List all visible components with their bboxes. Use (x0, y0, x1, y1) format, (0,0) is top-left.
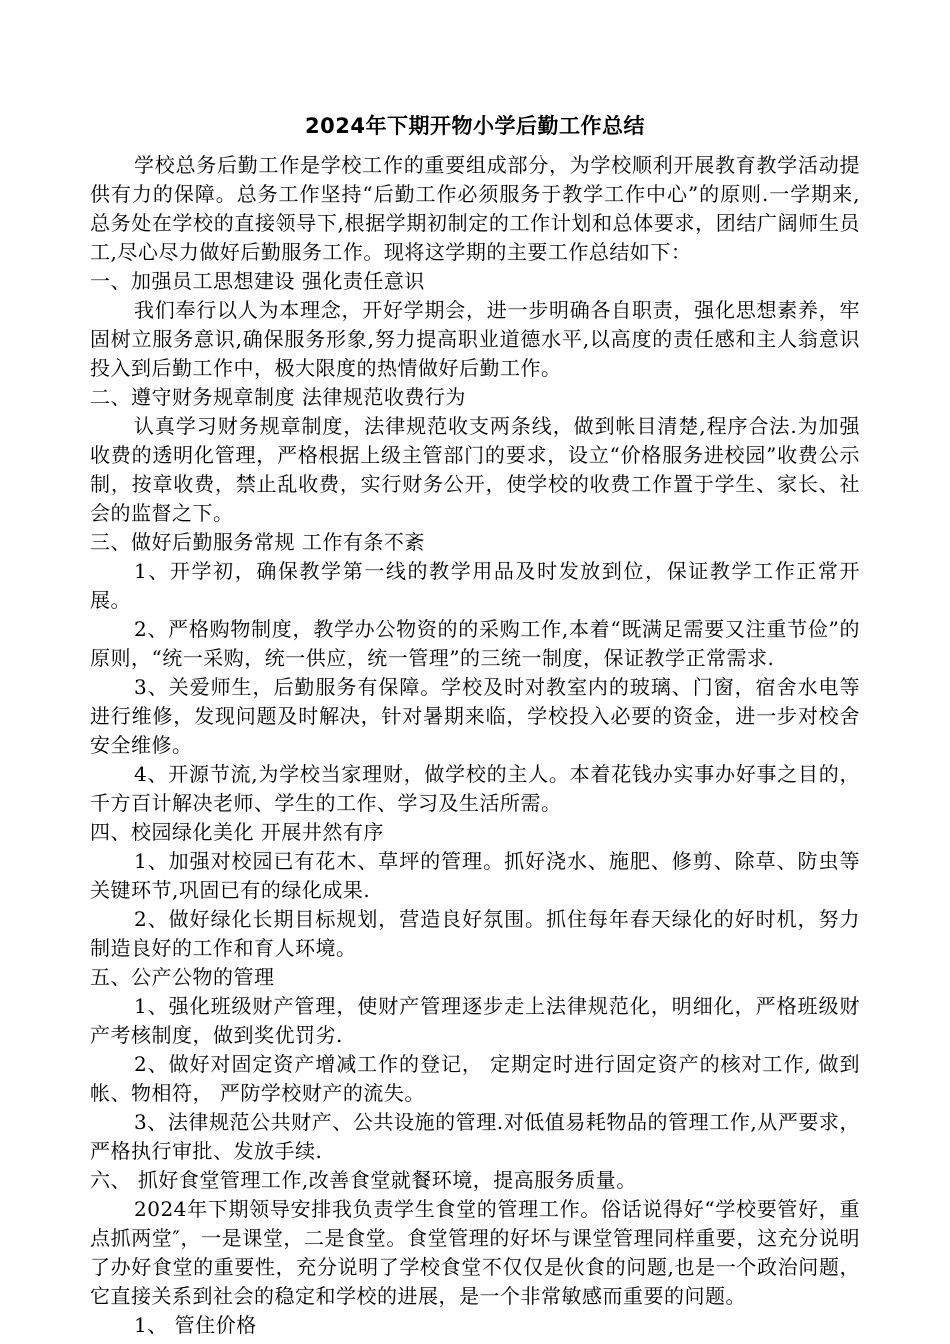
section-paragraph: 2、做好绿化长期目标规划，营造良好氛围。抓住每年春天绿化的好时机，努力制造良好的工作和育人环境。 (90, 907, 860, 960)
section-paragraph: 1、开学初，确保教学第一线的教学用品及时发放到位，保证教学工作正常开展。 (90, 559, 860, 612)
section-paragraph: 1、 管住价格 (134, 1313, 257, 1337)
section-paragraph: 3、法律规范公共财产、公共设施的管理.对低值易耗物品的管理工作,从严要求，严格执行审批、发放手续. (90, 1110, 860, 1163)
section-3 (90, 528, 860, 818)
section-heading: 五、公产公物的管理 (90, 965, 275, 989)
section-paragraph: 2024年下期领导安排我负责学生食堂的管理工作。俗话说得好“学校要管好，重点抓两堂″，一是课堂，二是食堂。食堂管理的好坏与课堂管理同样重要，这充分说明了办好食堂的重要性，充分说明了学校食堂不仅仅是伙食的问题,也是一个政治问题，它直接关系到社会的稳定和学校的进展，是一个非常敏感而重要的问题。 (90, 1197, 860, 1308)
section-heading: 六、 抓好食堂管理工作,改善食堂就餐环境，提高服务质量。 (90, 1168, 637, 1192)
section-1 (90, 267, 860, 383)
section-4 (90, 818, 860, 963)
section-2 (90, 383, 860, 528)
section-paragraph: 3、关爱师生，后勤服务有保障。学校及时对教室内的玻璃、门窗，宿舍水电等进行维修，发现问题及时解决，针对暑期来临，学校投入必要的资金，进一步对校舍安全维修。 (90, 675, 860, 757)
document-page (90, 112, 860, 1340)
section-5 (90, 963, 860, 1166)
section-paragraph: 2、严格购物制度，教学办公物资的的采购工作,本着“既满足需要又注重节俭”的原则，“统一采购，统一供应，统一管理”的三统一制度，保证教学正常需求. (90, 617, 860, 670)
section-paragraph: 我们奉行以人为本理念，开好学期会，进一步明确各自职责，强化思想素养，牢固树立服务意识,确保服务形象,努力提高职业道德水平,以高度的责任感和主人翁意识投入到后勤工作中，极大限度的热情做好后勤工作。 (90, 298, 860, 380)
document-title: 2024年下期开物小学后勤工作总结 (305, 114, 645, 138)
section-heading: 一、加强员工思想建设 强化责任意识 (90, 269, 425, 293)
section-heading: 四、校园绿化美化 开展井然有序 (90, 820, 384, 844)
section-heading: 二、遵守财务规章制度 法律规范收费行为 (90, 385, 466, 409)
intro-paragraph: 学校总务后勤工作是学校工作的重要组成部分，为学校顺利开展教育教学活动提供有力的保障。总务工作坚持“后勤工作必须服务于教学工作中心”的原则.一学期来,总务处在学校的直接领导下,根据学期初制定的工作计划和总体要求，团结广阔师生员工,尽心尽力做好后勤服务工作。现将这学期的主要工作总结如下： (90, 153, 860, 264)
section-paragraph: 认真学习财务规章制度，法律规范收支两条线，做到帐目清楚,程序合法.为加强收费的透明化管理，严格根据上级主管部门的要求，设立“价格服务进校园”收费公示制，按章收费，禁止乱收费，实行财务公开，使学校的收费工作置于学生、家长、社会的监督之下。 (90, 414, 860, 525)
section-6 (90, 1166, 860, 1340)
section-paragraph: 2、做好对固定资产增减工作的登记， 定期定时进行固定资产的核对工作, 做到帐、物相符， 严防学校财产的流失。 (90, 1052, 860, 1105)
section-heading: 三、做好后勤服务常规 工作有条不紊 (90, 530, 425, 554)
section-paragraph: 4、开源节流,为学校当家理财，做学校的主人。本着花钱办实事办好事之目的，千方百计解决老师、学生的工作、学习及生活所需。 (90, 762, 860, 815)
section-paragraph: 1、强化班级财产管理，使财产管理逐步走上法律规范化，明细化，严格班级财产考核制度，做到奖优罚劣. (90, 994, 860, 1047)
section-paragraph: 1、加强对校园已有花木、草坪的管理。抓好浇水、施肥、修剪、除草、防虫等关键环节,巩固已有的绿化成果. (90, 849, 860, 902)
